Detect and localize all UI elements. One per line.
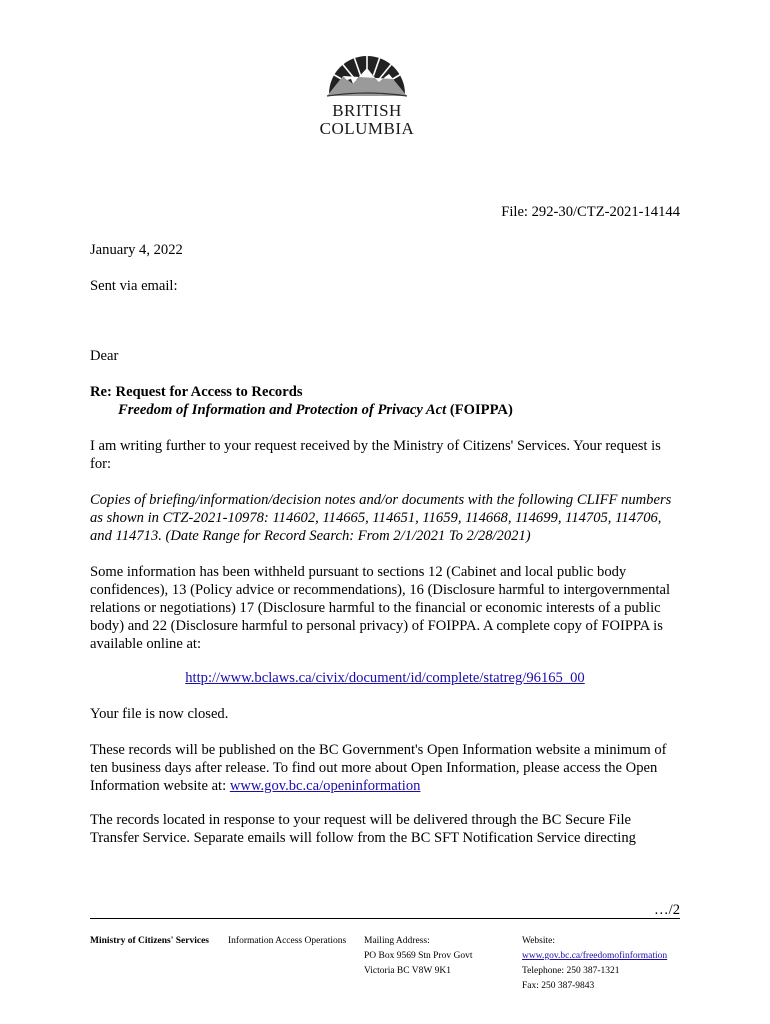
- act-abbreviation: (FOIPPA): [446, 402, 513, 418]
- salutation: Dear: [90, 348, 119, 364]
- intro-paragraph: I am writing further to your request received by the Ministry of Citizens' Services. Your request is for:: [90, 438, 661, 472]
- footer-branch: Information Access Operations: [228, 936, 347, 946]
- delivery-paragraph: The records located in response to your request will be delivered through the BC Secure File Transfer Service. Separate emails will follow from the BC SFT Notification Service directing: [90, 812, 636, 846]
- letter-date: January 4, 2022: [90, 242, 183, 258]
- logo-text-columbia: COLUMBIA: [319, 119, 415, 138]
- foippa-link-container: [90, 670, 680, 687]
- subject-act: [118, 401, 708, 419]
- open-information-link[interactable]: www.gov.bc.ca/openinformation: [229, 778, 421, 794]
- sun-mountain-icon: [313, 46, 421, 102]
- fax: Fax: 250 387-9843: [522, 981, 595, 991]
- subject-line: Re: Request for Access to Records: [90, 384, 303, 400]
- telephone: Telephone: 250 387-1321: [522, 966, 620, 976]
- file-closed-text: Your file is now closed.: [90, 706, 229, 722]
- open-information-text: These records will be published on the BC Government's Open Information website a minimum of ten business days after release. To find out more about Open Information, please access the Open Information website at:: [90, 742, 667, 794]
- foippa-link[interactable]: http://www.bclaws.ca/civix/document/id/complete/statreg/96165_00: [185, 670, 585, 686]
- footer-website: [522, 934, 667, 994]
- withheld-paragraph: Some information has been withheld pursuant to sections 12 (Cabinet and local public body confidences), 13 (Policy advice or recommendations), 16 (Disclosure harmful to intergovernmental relations or negotiations) 17 (Disclosure harmful to the financial or economic interests of a public body) and 22 (Disclosure harmful to personal privacy) of FOIPPA. A complete copy of FOIPPA is available online at:: [90, 564, 671, 652]
- website-link[interactable]: www.gov.bc.ca/freedomofinformation: [522, 951, 668, 961]
- mailing-label: Mailing Address:: [364, 936, 430, 946]
- sent-via: Sent via email:: [90, 278, 178, 294]
- mailing-line2: Victoria BC V8W 9K1: [364, 966, 451, 976]
- act-name: Freedom of Information and Protection of Privacy Act: [118, 402, 447, 418]
- website-label: Website:: [522, 936, 556, 946]
- open-information-paragraph: [90, 741, 680, 795]
- request-description: Copies of briefing/information/decision notes and/or documents with the following CLIFF numbers as shown in CTZ-2021-10978: 114602, 114665, 114651, 11659, 114668, 114699, 114705, 114706, and 114713. (Date Range for Record Search: From 2/1/2021 To 2/28/2021): [90, 492, 672, 544]
- bc-government-logo: [313, 46, 421, 146]
- footer-divider: [90, 918, 680, 919]
- mailing-line1: PO Box 9569 Stn Prov Govt: [364, 951, 473, 961]
- footer-mailing-address: [364, 934, 472, 979]
- logo-text-british: BRITISH: [332, 101, 402, 120]
- footer-ministry: Ministry of Citizens' Services: [90, 936, 209, 946]
- page-continuation: …/2: [654, 902, 680, 918]
- file-reference: File: 292-30/CTZ-2021-14144: [501, 204, 680, 220]
